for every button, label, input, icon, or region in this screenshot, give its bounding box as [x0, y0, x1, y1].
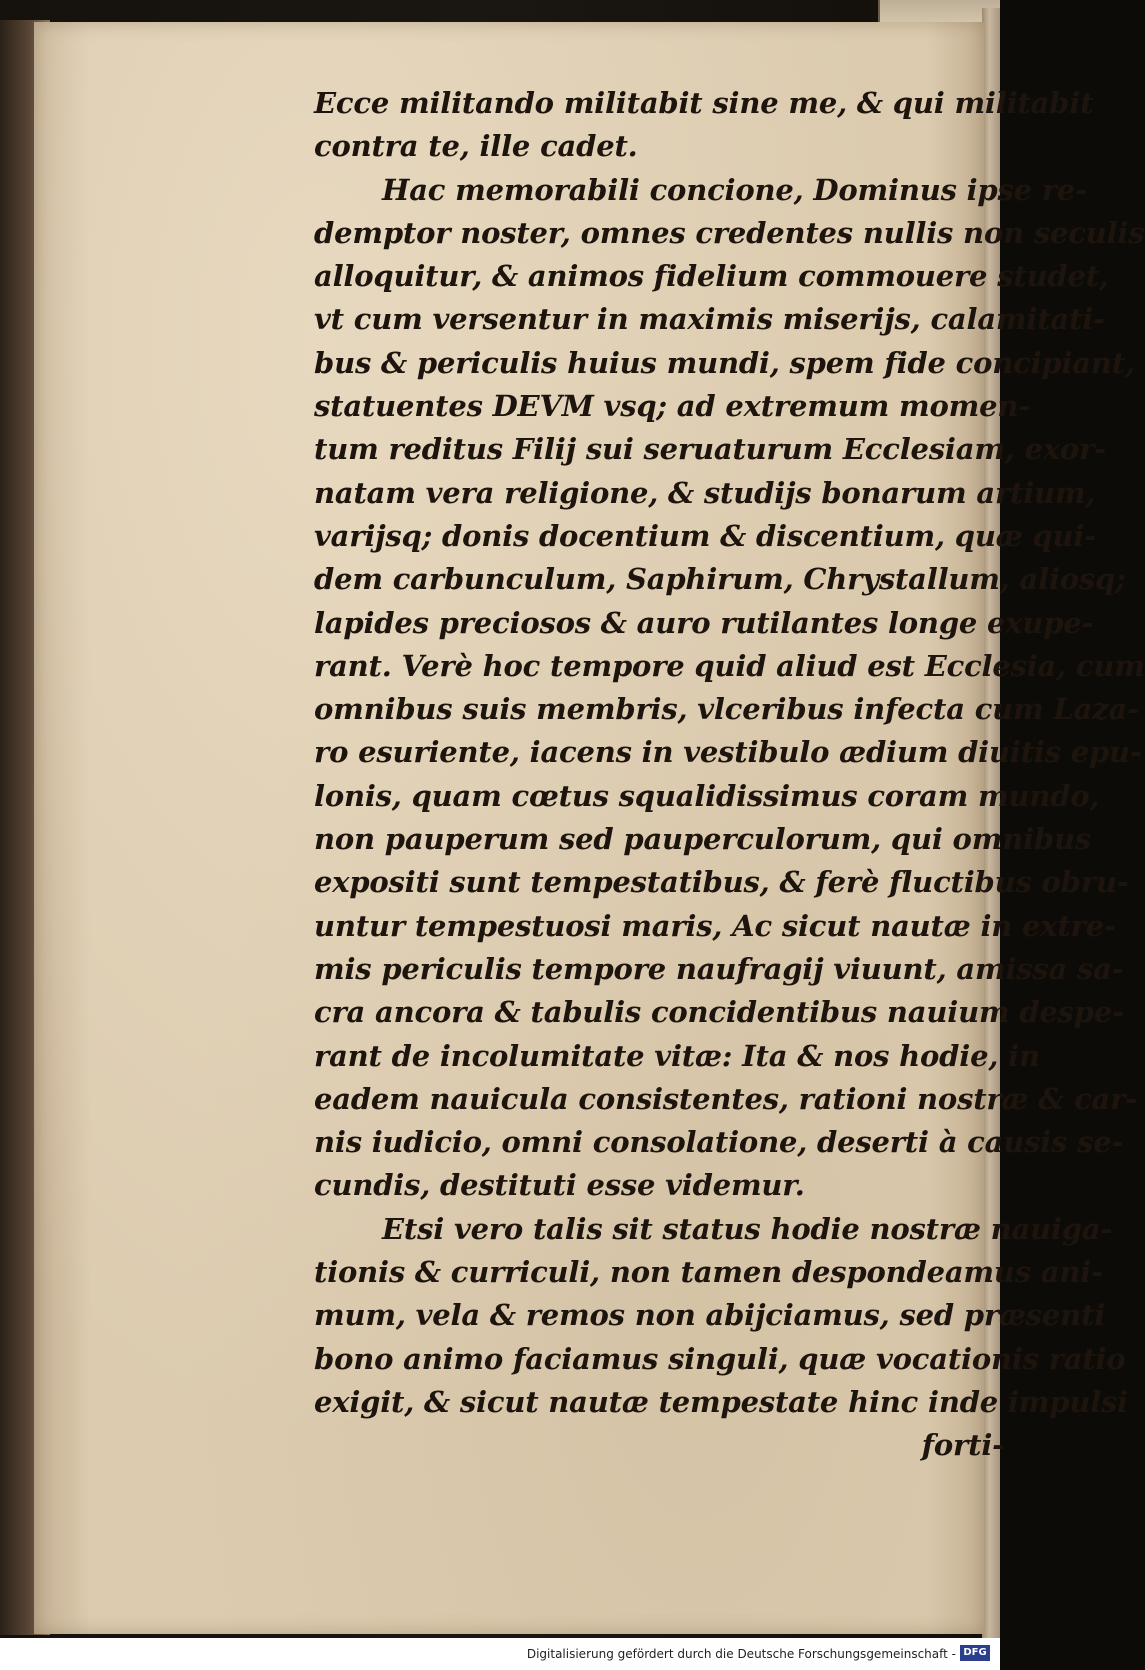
text-line: mis periculis tempore naufragij viuunt, amissa sa- [314, 951, 1124, 986]
footer-credit: Digitalisierung gefördert durch die Deutsche Forschungsgemeinschaft - [526, 1647, 956, 1661]
text-line: untur tempestuosi maris, Ac sicut nautæ in extre- [314, 908, 1116, 943]
digitization-footer [0, 1638, 1000, 1670]
text-line: contra te, ille cadet. [314, 129, 638, 164]
text-line: expositi sunt tempestatibus, & ferè fluctibus obru- [314, 865, 1129, 900]
text-line: vt cum versentur in maximis miserijs, calamitati- [314, 302, 1105, 337]
text-line: Ecce militando militabit sine me, & qui militabit [314, 86, 1094, 120]
text-line: dem carbunculum, Saphirum, Chrystallum, aliosq; [314, 562, 1126, 597]
text-line: natam vera religione, & studijs bonarum artium, [314, 475, 1096, 510]
text-line: alloquitur, & animos fidelium commouere studet, [314, 259, 1109, 294]
text-line: bono animo faciamus singuli, quæ vocationis ratio [314, 1341, 1126, 1376]
text-line: bus & periculis huius mundi, spem fide concipiant, [314, 345, 1135, 380]
text-line: tum reditus Filij sui seruaturum Ecclesiam, exor- [314, 432, 1106, 467]
text-line: omnibus suis membris, vlceribus infecta cum Laza- [314, 692, 1139, 727]
text-line: nis iudicio, omni consolatione, deserti à causis se- [314, 1125, 1124, 1160]
text-line: lapides preciosos & auro rutilantes longe exupe- [314, 605, 1094, 640]
text-line: exigit, & sicut nautæ tempestate hinc inde impulsi [314, 1384, 1128, 1419]
text-line: varijsq; donis docentium & discentium, quæ qui- [314, 518, 1097, 553]
text-line: rant. Verè hoc tempore quid aliud est Ecclesia, cum [314, 648, 1145, 683]
text-line: eadem nauicula consistentes, rationi nostræ & car- [314, 1081, 1138, 1116]
catchword: forti- [921, 1428, 1004, 1463]
text-line: Hac memorabili concione, Dominus ipse re- [382, 172, 1087, 207]
text-line: cundis, destituti esse videmur. [314, 1168, 805, 1203]
text-line: statuentes DEVM vsq; ad extremum momen- [314, 389, 1031, 424]
book-page [34, 22, 1145, 1634]
text-line: lonis, quam cœtus squalidissimus coram mundo, [314, 778, 1100, 813]
text-line: non pauperum sed pauperculorum, qui omnibus [314, 822, 1091, 857]
text-line: demptor noster, omnes credentes nullis non seculis [314, 215, 1145, 250]
text-line: tionis & curriculi, non tamen despondeamus ani- [314, 1255, 1103, 1290]
text-line: Etsi vero talis sit status hodie nostræ nauiga- [382, 1211, 1113, 1246]
dfg-logo: DFG [960, 1645, 990, 1661]
page-text [314, 82, 1145, 1468]
text-line: mum, vela & remos non abijciamus, sed præsenti [314, 1298, 1106, 1333]
text-line: cra ancora & tabulis concidentibus nauium despe- [314, 995, 1124, 1030]
text-line: rant de incolumitate vitæ: Ita & nos hodie, in [314, 1038, 1040, 1073]
text-line: ro esuriente, iacens in vestibulo ædium diuitis epu- [314, 735, 1142, 770]
